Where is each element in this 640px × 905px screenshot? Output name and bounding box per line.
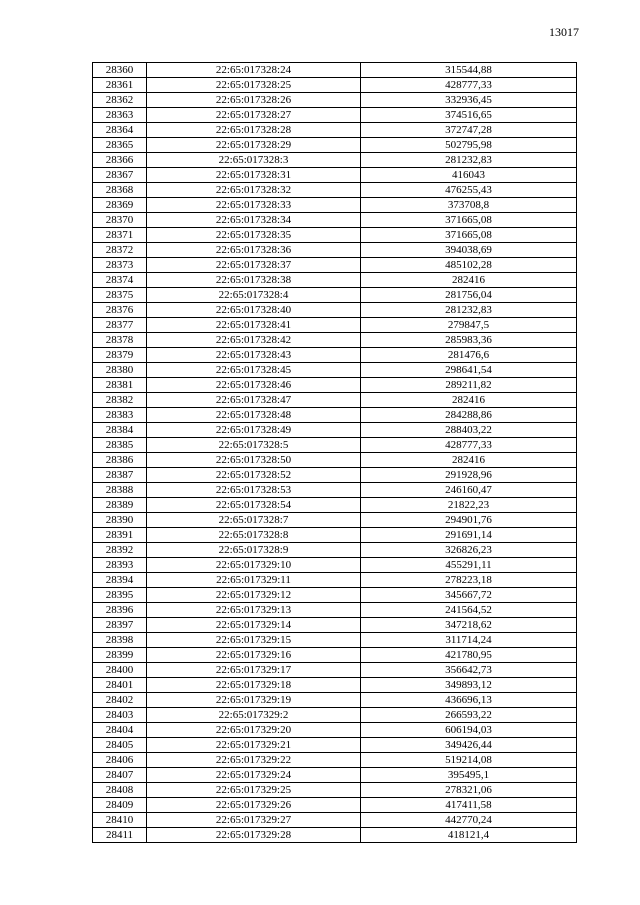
row-number-cell: 28406 [93, 753, 147, 768]
cadastral-number-cell: 22:65:017328:48 [147, 408, 361, 423]
value-cell: 394038,69 [361, 243, 577, 258]
table-row [93, 183, 577, 198]
cadastral-number-cell: 22:65:017329:22 [147, 753, 361, 768]
cadastral-number-cell: 22:65:017328:9 [147, 543, 361, 558]
table-body [93, 63, 577, 843]
value-cell: 373708,8 [361, 198, 577, 213]
value-cell: 418121,4 [361, 828, 577, 843]
table-row [93, 198, 577, 213]
value-cell: 519214,08 [361, 753, 577, 768]
table-row [93, 363, 577, 378]
row-number-cell: 28381 [93, 378, 147, 393]
row-number-cell: 28402 [93, 693, 147, 708]
cadastral-number-cell: 22:65:017328:45 [147, 363, 361, 378]
value-cell: 476255,43 [361, 183, 577, 198]
value-cell: 374516,65 [361, 108, 577, 123]
cadastral-number-cell: 22:65:017329:12 [147, 588, 361, 603]
value-cell: 278223,18 [361, 573, 577, 588]
table-row [93, 528, 577, 543]
table-row [93, 693, 577, 708]
value-cell: 416043 [361, 168, 577, 183]
cadastral-number-cell: 22:65:017328:31 [147, 168, 361, 183]
value-cell: 291691,14 [361, 528, 577, 543]
cadastral-number-cell: 22:65:017329:10 [147, 558, 361, 573]
value-cell: 266593,22 [361, 708, 577, 723]
table-row [93, 708, 577, 723]
value-cell: 282416 [361, 393, 577, 408]
row-number-cell: 28405 [93, 738, 147, 753]
value-cell: 282416 [361, 273, 577, 288]
value-cell: 21822,23 [361, 498, 577, 513]
cadastral-number-cell: 22:65:017328:7 [147, 513, 361, 528]
cadastral-number-cell: 22:65:017328:32 [147, 183, 361, 198]
table-row [93, 468, 577, 483]
row-number-cell: 28384 [93, 423, 147, 438]
table-row [93, 63, 577, 78]
table-row [93, 753, 577, 768]
value-cell: 428777,33 [361, 438, 577, 453]
row-number-cell: 28378 [93, 333, 147, 348]
value-cell: 347218,62 [361, 618, 577, 633]
table-row [93, 138, 577, 153]
cadastral-number-cell: 22:65:017328:27 [147, 108, 361, 123]
value-cell: 349893,12 [361, 678, 577, 693]
cadastral-number-cell: 22:65:017329:24 [147, 768, 361, 783]
cadastral-number-cell: 22:65:017328:52 [147, 468, 361, 483]
row-number-cell: 28387 [93, 468, 147, 483]
value-cell: 298641,54 [361, 363, 577, 378]
value-cell: 421780,95 [361, 648, 577, 663]
cadastral-number-cell: 22:65:017329:28 [147, 828, 361, 843]
value-cell: 281476,6 [361, 348, 577, 363]
table-row [93, 243, 577, 258]
table-row [93, 303, 577, 318]
cadastral-number-cell: 22:65:017328:25 [147, 78, 361, 93]
row-number-cell: 28389 [93, 498, 147, 513]
cadastral-number-cell: 22:65:017328:41 [147, 318, 361, 333]
cadastral-number-cell: 22:65:017328:40 [147, 303, 361, 318]
value-cell: 315544,88 [361, 63, 577, 78]
row-number-cell: 28382 [93, 393, 147, 408]
value-cell: 291928,96 [361, 468, 577, 483]
row-number-cell: 28390 [93, 513, 147, 528]
value-cell: 281232,83 [361, 153, 577, 168]
table-row [93, 213, 577, 228]
row-number-cell: 28373 [93, 258, 147, 273]
row-number-cell: 28375 [93, 288, 147, 303]
table-row [93, 633, 577, 648]
row-number-cell: 28371 [93, 228, 147, 243]
row-number-cell: 28370 [93, 213, 147, 228]
table-row [93, 603, 577, 618]
value-cell: 311714,24 [361, 633, 577, 648]
cadastral-number-cell: 22:65:017328:3 [147, 153, 361, 168]
row-number-cell: 28388 [93, 483, 147, 498]
row-number-cell: 28386 [93, 453, 147, 468]
value-cell: 284288,86 [361, 408, 577, 423]
cadastral-number-cell: 22:65:017328:49 [147, 423, 361, 438]
cadastral-number-cell: 22:65:017328:24 [147, 63, 361, 78]
row-number-cell: 28383 [93, 408, 147, 423]
table-row [93, 558, 577, 573]
row-number-cell: 28367 [93, 168, 147, 183]
value-cell: 246160,47 [361, 483, 577, 498]
row-number-cell: 28379 [93, 348, 147, 363]
row-number-cell: 28364 [93, 123, 147, 138]
cadastral-number-cell: 22:65:017328:43 [147, 348, 361, 363]
row-number-cell: 28400 [93, 663, 147, 678]
row-number-cell: 28392 [93, 543, 147, 558]
value-cell: 241564,52 [361, 603, 577, 618]
value-cell: 289211,82 [361, 378, 577, 393]
table-row [93, 513, 577, 528]
value-cell: 417411,58 [361, 798, 577, 813]
cadastral-number-cell: 22:65:017328:8 [147, 528, 361, 543]
row-number-cell: 28393 [93, 558, 147, 573]
cadastral-number-cell: 22:65:017328:53 [147, 483, 361, 498]
cadastral-number-cell: 22:65:017329:18 [147, 678, 361, 693]
value-cell: 372747,28 [361, 123, 577, 138]
table-row [93, 813, 577, 828]
cadastral-number-cell: 22:65:017329:27 [147, 813, 361, 828]
table-row [93, 453, 577, 468]
cadastral-table [92, 62, 577, 843]
value-cell: 345667,72 [361, 588, 577, 603]
table-row [93, 273, 577, 288]
table-row [93, 798, 577, 813]
cadastral-number-cell: 22:65:017328:34 [147, 213, 361, 228]
cadastral-number-cell: 22:65:017328:26 [147, 93, 361, 108]
table-row [93, 783, 577, 798]
cadastral-number-cell: 22:65:017328:46 [147, 378, 361, 393]
row-number-cell: 28401 [93, 678, 147, 693]
value-cell: 395495,1 [361, 768, 577, 783]
value-cell: 442770,24 [361, 813, 577, 828]
value-cell: 279847,5 [361, 318, 577, 333]
table-row [93, 828, 577, 843]
value-cell: 356642,73 [361, 663, 577, 678]
row-number-cell: 28404 [93, 723, 147, 738]
cadastral-number-cell: 22:65:017328:38 [147, 273, 361, 288]
table-row [93, 483, 577, 498]
row-number-cell: 28363 [93, 108, 147, 123]
row-number-cell: 28376 [93, 303, 147, 318]
cadastral-number-cell: 22:65:017329:21 [147, 738, 361, 753]
cadastral-number-cell: 22:65:017329:19 [147, 693, 361, 708]
table-row [93, 738, 577, 753]
cadastral-number-cell: 22:65:017328:42 [147, 333, 361, 348]
value-cell: 326826,23 [361, 543, 577, 558]
table-row [93, 498, 577, 513]
row-number-cell: 28411 [93, 828, 147, 843]
value-cell: 288403,22 [361, 423, 577, 438]
row-number-cell: 28408 [93, 783, 147, 798]
table-row [93, 333, 577, 348]
table-row [93, 348, 577, 363]
row-number-cell: 28365 [93, 138, 147, 153]
row-number-cell: 28361 [93, 78, 147, 93]
cadastral-number-cell: 22:65:017329:2 [147, 708, 361, 723]
cadastral-number-cell: 22:65:017329:20 [147, 723, 361, 738]
row-number-cell: 28407 [93, 768, 147, 783]
row-number-cell: 28394 [93, 573, 147, 588]
value-cell: 485102,28 [361, 258, 577, 273]
table-row [93, 318, 577, 333]
cadastral-number-cell: 22:65:017328:4 [147, 288, 361, 303]
row-number-cell: 28362 [93, 93, 147, 108]
table-row [93, 288, 577, 303]
table-row [93, 108, 577, 123]
value-cell: 428777,33 [361, 78, 577, 93]
value-cell: 371665,08 [361, 228, 577, 243]
value-cell: 282416 [361, 453, 577, 468]
table-row [93, 438, 577, 453]
value-cell: 278321,06 [361, 783, 577, 798]
cadastral-number-cell: 22:65:017329:25 [147, 783, 361, 798]
table-row [93, 768, 577, 783]
table-row [93, 228, 577, 243]
row-number-cell: 28372 [93, 243, 147, 258]
cadastral-number-cell: 22:65:017328:29 [147, 138, 361, 153]
row-number-cell: 28377 [93, 318, 147, 333]
table-row [93, 663, 577, 678]
page-number: 13017 [549, 25, 579, 39]
value-cell: 455291,11 [361, 558, 577, 573]
cadastral-number-cell: 22:65:017329:14 [147, 618, 361, 633]
table-row [93, 723, 577, 738]
table-row [93, 393, 577, 408]
row-number-cell: 28385 [93, 438, 147, 453]
cadastral-number-cell: 22:65:017328:37 [147, 258, 361, 273]
table-row [93, 168, 577, 183]
row-number-cell: 28399 [93, 648, 147, 663]
value-cell: 349426,44 [361, 738, 577, 753]
table-row [93, 378, 577, 393]
value-cell: 371665,08 [361, 213, 577, 228]
row-number-cell: 28368 [93, 183, 147, 198]
row-number-cell: 28398 [93, 633, 147, 648]
value-cell: 332936,45 [361, 93, 577, 108]
value-cell: 502795,98 [361, 138, 577, 153]
row-number-cell: 28374 [93, 273, 147, 288]
table-row [93, 153, 577, 168]
table-row [93, 648, 577, 663]
table-row [93, 573, 577, 588]
table-row [93, 408, 577, 423]
row-number-cell: 28397 [93, 618, 147, 633]
table-row [93, 93, 577, 108]
row-number-cell: 28395 [93, 588, 147, 603]
row-number-cell: 28410 [93, 813, 147, 828]
table-row [93, 678, 577, 693]
cadastral-number-cell: 22:65:017328:47 [147, 393, 361, 408]
value-cell: 606194,03 [361, 723, 577, 738]
row-number-cell: 28396 [93, 603, 147, 618]
cadastral-number-cell: 22:65:017328:28 [147, 123, 361, 138]
table-row [93, 543, 577, 558]
value-cell: 281756,04 [361, 288, 577, 303]
cadastral-number-cell: 22:65:017328:5 [147, 438, 361, 453]
value-cell: 285983,36 [361, 333, 577, 348]
value-cell: 294901,76 [361, 513, 577, 528]
value-cell: 281232,83 [361, 303, 577, 318]
table-row [93, 78, 577, 93]
value-cell: 436696,13 [361, 693, 577, 708]
table-row [93, 588, 577, 603]
row-number-cell: 28366 [93, 153, 147, 168]
row-number-cell: 28409 [93, 798, 147, 813]
cadastral-number-cell: 22:65:017329:13 [147, 603, 361, 618]
table-row [93, 123, 577, 138]
cadastral-number-cell: 22:65:017328:35 [147, 228, 361, 243]
table-row [93, 618, 577, 633]
cadastral-number-cell: 22:65:017328:33 [147, 198, 361, 213]
cadastral-number-cell: 22:65:017328:50 [147, 453, 361, 468]
row-number-cell: 28380 [93, 363, 147, 378]
cadastral-number-cell: 22:65:017329:17 [147, 663, 361, 678]
cadastral-number-cell: 22:65:017329:16 [147, 648, 361, 663]
row-number-cell: 28403 [93, 708, 147, 723]
cadastral-number-cell: 22:65:017329:26 [147, 798, 361, 813]
row-number-cell: 28369 [93, 198, 147, 213]
row-number-cell: 28391 [93, 528, 147, 543]
cadastral-number-cell: 22:65:017329:15 [147, 633, 361, 648]
table-row [93, 423, 577, 438]
row-number-cell: 28360 [93, 63, 147, 78]
cadastral-number-cell: 22:65:017329:11 [147, 573, 361, 588]
cadastral-number-cell: 22:65:017328:54 [147, 498, 361, 513]
cadastral-number-cell: 22:65:017328:36 [147, 243, 361, 258]
table-row [93, 258, 577, 273]
